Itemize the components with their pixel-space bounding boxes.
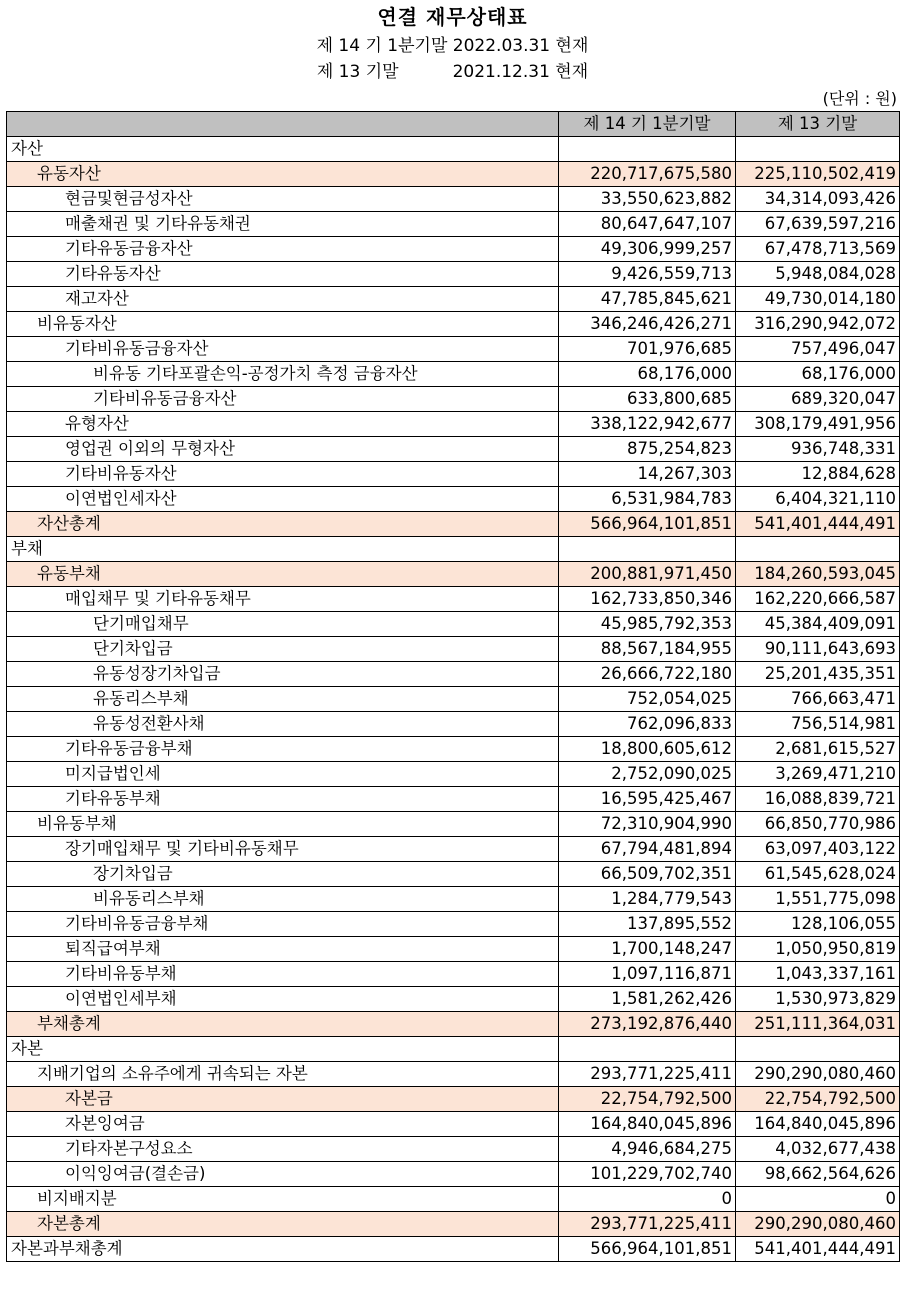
current-period-value-cell: 633,800,685 <box>559 387 736 412</box>
current-period-value-cell: 338,122,942,677 <box>559 412 736 437</box>
account-name-cell: 현금및현금성자산 <box>7 187 559 212</box>
prior-period-value-cell: 61,545,628,024 <box>736 862 900 887</box>
account-name-cell: 비유동리스부채 <box>7 887 559 912</box>
account-name-cell: 유동성장기차입금 <box>7 662 559 687</box>
prior-period-value-cell: 12,884,628 <box>736 462 900 487</box>
statement-title: 연결 재무상태표 <box>377 5 528 29</box>
table-row <box>7 1137 900 1162</box>
account-name-cell: 기타유동금융자산 <box>7 237 559 262</box>
account-name-cell: 기타자본구성요소 <box>7 1137 559 1162</box>
prior-period-value-cell: 128,106,055 <box>736 912 900 937</box>
account-name-cell: 유동자산 <box>7 162 559 187</box>
table-row <box>7 337 900 362</box>
table-row <box>7 387 900 412</box>
prior-period-value-cell: 689,320,047 <box>736 387 900 412</box>
prior-period-value-cell: 541,401,444,491 <box>736 512 900 537</box>
account-name-cell: 자본과부채총계 <box>7 1237 559 1262</box>
account-name-cell: 자본잉여금 <box>7 1112 559 1137</box>
account-name-cell: 유동성전환사채 <box>7 712 559 737</box>
current-period-value-cell: 33,550,623,882 <box>559 187 736 212</box>
current-period-value-cell: 762,096,833 <box>559 712 736 737</box>
account-name-cell: 기타유동자산 <box>7 262 559 287</box>
table-row <box>7 262 900 287</box>
table-row <box>7 587 900 612</box>
account-name-cell: 단기매입채무 <box>7 612 559 637</box>
current-period-value-cell: 18,800,605,612 <box>559 737 736 762</box>
account-name-cell: 자본 <box>7 1037 559 1062</box>
prior-period-value-cell: 16,088,839,721 <box>736 787 900 812</box>
prior-period-value-cell: 67,478,713,569 <box>736 237 900 262</box>
current-period-value-cell: 66,509,702,351 <box>559 862 736 887</box>
table-row <box>7 662 900 687</box>
column-header-account <box>7 112 559 137</box>
table-row <box>7 612 900 637</box>
account-name-cell: 지배기업의 소유주에게 귀속되는 자본 <box>7 1062 559 1087</box>
table-row <box>7 312 900 337</box>
table-row <box>7 812 900 837</box>
table-row <box>7 1162 900 1187</box>
prior-period-value-cell: 90,111,643,693 <box>736 637 900 662</box>
account-name-cell: 이익잉여금(결손금) <box>7 1162 559 1187</box>
account-name-cell: 기타비유동금융자산 <box>7 337 559 362</box>
account-name-cell: 유형자산 <box>7 412 559 437</box>
account-name-cell: 퇴직급여부채 <box>7 937 559 962</box>
current-period-value-cell: 1,700,148,247 <box>559 937 736 962</box>
table-row <box>7 1062 900 1087</box>
account-name-cell: 매입채무 및 기타유동채무 <box>7 587 559 612</box>
statement-header <box>0 0 905 112</box>
account-name-cell: 자본총계 <box>7 1212 559 1237</box>
current-period-value-cell: 88,567,184,955 <box>559 637 736 662</box>
table-row <box>7 362 900 387</box>
current-period-value-cell: 80,647,647,107 <box>559 212 736 237</box>
current-period-value-cell: 162,733,850,346 <box>559 587 736 612</box>
current-period-value-cell: 22,754,792,500 <box>559 1087 736 1112</box>
account-name-cell: 영업권 이외의 무형자산 <box>7 437 559 462</box>
account-name-cell: 장기차입금 <box>7 862 559 887</box>
prior-period-value-cell: 756,514,981 <box>736 712 900 737</box>
prior-period-value-cell: 757,496,047 <box>736 337 900 362</box>
table-row <box>7 912 900 937</box>
prior-period-value-cell: 22,754,792,500 <box>736 1087 900 1112</box>
prior-period-value-cell: 25,201,435,351 <box>736 662 900 687</box>
table-header-row <box>7 112 900 137</box>
table-row <box>7 762 900 787</box>
account-name-cell: 비유동자산 <box>7 312 559 337</box>
current-period-value-cell: 4,946,684,275 <box>559 1137 736 1162</box>
prior-period-value-cell <box>736 537 900 562</box>
table-row <box>7 1212 900 1237</box>
current-period-value-cell: 293,771,225,411 <box>559 1062 736 1087</box>
prior-period-value-cell: 4,032,677,438 <box>736 1137 900 1162</box>
prior-period-value-cell: 184,260,593,045 <box>736 562 900 587</box>
prior-period-value-cell: 34,314,093,426 <box>736 187 900 212</box>
current-period-value-cell: 273,192,876,440 <box>559 1012 736 1037</box>
account-name-cell: 단기차입금 <box>7 637 559 662</box>
table-row <box>7 137 900 162</box>
table-row <box>7 162 900 187</box>
table-row <box>7 512 900 537</box>
current-period-value-cell: 47,785,845,621 <box>559 287 736 312</box>
current-period-value-cell: 26,666,722,180 <box>559 662 736 687</box>
prior-period-value-cell: 290,290,080,460 <box>736 1212 900 1237</box>
account-name-cell: 기타유동금융부채 <box>7 737 559 762</box>
prior-period-value-cell: 162,220,666,587 <box>736 587 900 612</box>
account-name-cell: 미지급법인세 <box>7 762 559 787</box>
prior-period-value-cell: 68,176,000 <box>736 362 900 387</box>
table-row <box>7 212 900 237</box>
current-period-value-cell: 101,229,702,740 <box>559 1162 736 1187</box>
table-row <box>7 1237 900 1262</box>
current-period-value-cell: 1,097,116,871 <box>559 962 736 987</box>
current-period-value-cell: 346,246,426,271 <box>559 312 736 337</box>
table-row <box>7 1012 900 1037</box>
current-period-value-cell: 293,771,225,411 <box>559 1212 736 1237</box>
table-row <box>7 937 900 962</box>
prior-period-value-cell: 251,111,364,031 <box>736 1012 900 1037</box>
table-row <box>7 537 900 562</box>
account-name-cell: 기타유동부채 <box>7 787 559 812</box>
prior-period-value-cell <box>736 1037 900 1062</box>
current-period-value-cell: 0 <box>559 1187 736 1212</box>
current-period-value-cell: 6,531,984,783 <box>559 487 736 512</box>
current-period-value-cell <box>559 1037 736 1062</box>
prior-period-value-cell: 290,290,080,460 <box>736 1062 900 1087</box>
table-row <box>7 287 900 312</box>
account-name-cell: 자산총계 <box>7 512 559 537</box>
current-period-value-cell: 220,717,675,580 <box>559 162 736 187</box>
current-period-value-cell: 1,284,779,543 <box>559 887 736 912</box>
account-name-cell: 기타비유동자산 <box>7 462 559 487</box>
prior-period-value-cell: 67,639,597,216 <box>736 212 900 237</box>
account-name-cell: 자본금 <box>7 1087 559 1112</box>
current-period-value-cell: 1,581,262,426 <box>559 987 736 1012</box>
current-period-value-cell: 45,985,792,353 <box>559 612 736 637</box>
table-row <box>7 887 900 912</box>
unit-label: (단위 : 원) <box>822 89 897 108</box>
account-name-cell: 장기매입채무 및 기타비유동채무 <box>7 837 559 862</box>
account-name-cell: 이연법인세자산 <box>7 487 559 512</box>
table-row <box>7 1037 900 1062</box>
column-header-current: 제 14 기 1분기말 <box>559 112 736 137</box>
account-name-cell: 자산 <box>7 137 559 162</box>
prior-period-value-cell: 63,097,403,122 <box>736 837 900 862</box>
table-row <box>7 787 900 812</box>
table-row <box>7 487 900 512</box>
account-name-cell: 기타비유동부채 <box>7 962 559 987</box>
prior-period-value-cell: 49,730,014,180 <box>736 287 900 312</box>
table-row <box>7 562 900 587</box>
current-period-value-cell: 875,254,823 <box>559 437 736 462</box>
current-period-value-cell <box>559 537 736 562</box>
table-row <box>7 437 900 462</box>
prior-period-value-cell: 1,530,973,829 <box>736 987 900 1012</box>
current-period-value-cell: 14,267,303 <box>559 462 736 487</box>
current-period-value-cell: 9,426,559,713 <box>559 262 736 287</box>
table-row <box>7 837 900 862</box>
account-name-cell: 유동리스부채 <box>7 687 559 712</box>
current-period-value-cell: 67,794,481,894 <box>559 837 736 862</box>
current-period-value-cell: 200,881,971,450 <box>559 562 736 587</box>
current-period-value-cell: 2,752,090,025 <box>559 762 736 787</box>
account-name-cell: 이연법인세부채 <box>7 987 559 1012</box>
prior-period-value-cell: 0 <box>736 1187 900 1212</box>
table-row <box>7 412 900 437</box>
prior-period-value-cell: 1,043,337,161 <box>736 962 900 987</box>
current-period-value-cell: 49,306,999,257 <box>559 237 736 262</box>
prior-period-value-cell: 98,662,564,626 <box>736 1162 900 1187</box>
prior-period-value-cell: 6,404,321,110 <box>736 487 900 512</box>
table-row <box>7 1187 900 1212</box>
current-period-value-cell: 137,895,552 <box>559 912 736 937</box>
current-period-value-cell: 68,176,000 <box>559 362 736 387</box>
prior-period-value-cell: 3,269,471,210 <box>736 762 900 787</box>
account-name-cell: 비유동 기타포괄손익-공정가치 측정 금융자산 <box>7 362 559 387</box>
table-row <box>7 687 900 712</box>
current-period-value-cell: 566,964,101,851 <box>559 1237 736 1262</box>
current-period-value-cell: 566,964,101,851 <box>559 512 736 537</box>
table-row <box>7 987 900 1012</box>
table-row <box>7 737 900 762</box>
prior-period-value-cell: 936,748,331 <box>736 437 900 462</box>
table-row <box>7 1087 900 1112</box>
prior-period-value-cell: 1,551,775,098 <box>736 887 900 912</box>
prior-period-value-cell: 5,948,084,028 <box>736 262 900 287</box>
period-current: 제 14 기 1분기말 2022.03.31 현재 <box>316 36 589 56</box>
prior-period-value-cell: 164,840,045,896 <box>736 1112 900 1137</box>
account-name-cell: 비지배지분 <box>7 1187 559 1212</box>
current-period-value-cell: 752,054,025 <box>559 687 736 712</box>
account-name-cell: 유동부채 <box>7 562 559 587</box>
column-header-prior: 제 13 기말 <box>736 112 900 137</box>
prior-period-value-cell: 1,050,950,819 <box>736 937 900 962</box>
prior-period-value-cell: 308,179,491,956 <box>736 412 900 437</box>
prior-period-value-cell: 316,290,942,072 <box>736 312 900 337</box>
table-row <box>7 462 900 487</box>
account-name-cell: 기타비유동금융자산 <box>7 387 559 412</box>
table-row <box>7 1112 900 1137</box>
account-name-cell: 비유동부채 <box>7 812 559 837</box>
prior-period-value-cell: 225,110,502,419 <box>736 162 900 187</box>
period-prior: 제 13 기말 2021.12.31 현재 <box>316 62 589 82</box>
prior-period-value-cell: 45,384,409,091 <box>736 612 900 637</box>
table-row <box>7 962 900 987</box>
prior-period-value-cell: 766,663,471 <box>736 687 900 712</box>
current-period-value-cell: 72,310,904,990 <box>559 812 736 837</box>
table-row <box>7 637 900 662</box>
account-name-cell: 재고자산 <box>7 287 559 312</box>
prior-period-value-cell: 66,850,770,986 <box>736 812 900 837</box>
account-name-cell: 부채총계 <box>7 1012 559 1037</box>
account-name-cell: 부채 <box>7 537 559 562</box>
prior-period-value-cell: 541,401,444,491 <box>736 1237 900 1262</box>
prior-period-value-cell: 2,681,615,527 <box>736 737 900 762</box>
account-name-cell: 매출채권 및 기타유동채권 <box>7 212 559 237</box>
table-row <box>7 237 900 262</box>
balance-sheet-table <box>6 111 900 1262</box>
current-period-value-cell: 701,976,685 <box>559 337 736 362</box>
prior-period-value-cell <box>736 137 900 162</box>
account-name-cell: 기타비유동금융부채 <box>7 912 559 937</box>
current-period-value-cell <box>559 137 736 162</box>
table-row <box>7 187 900 212</box>
table-row <box>7 862 900 887</box>
table-row <box>7 712 900 737</box>
current-period-value-cell: 16,595,425,467 <box>559 787 736 812</box>
current-period-value-cell: 164,840,045,896 <box>559 1112 736 1137</box>
